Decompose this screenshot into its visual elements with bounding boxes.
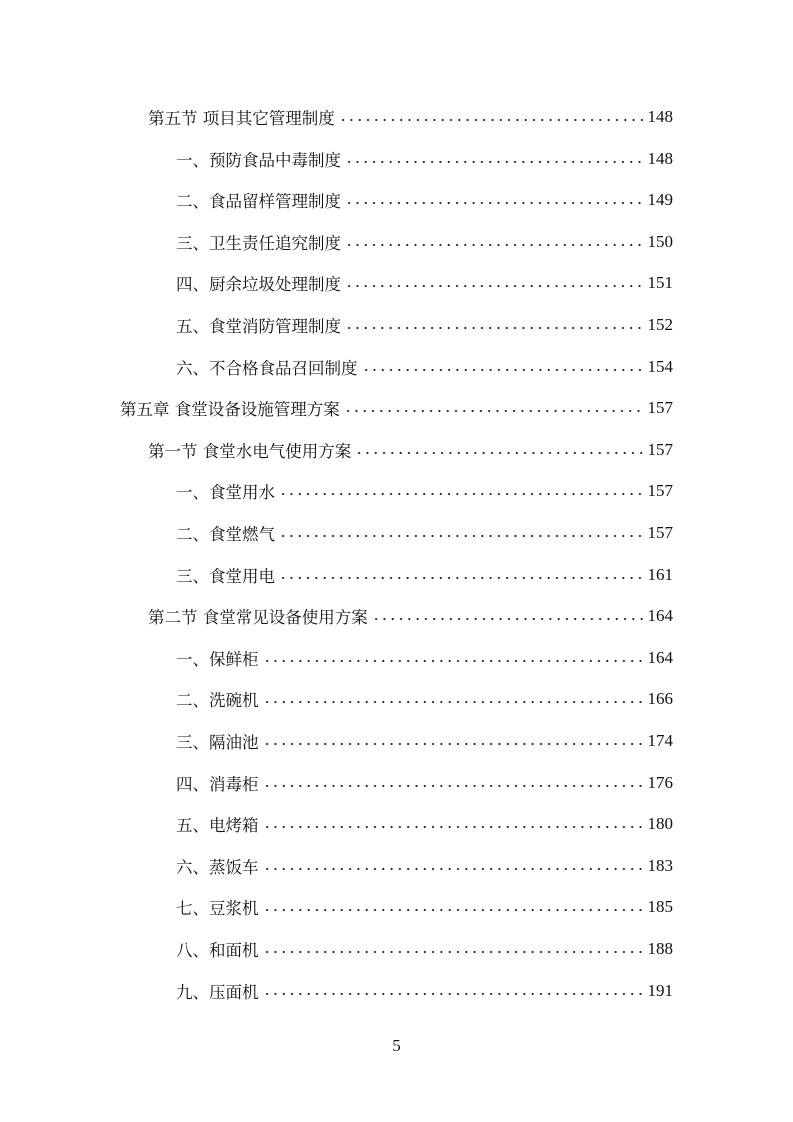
dot-leader (345, 243, 644, 247)
toc-entry-title: 八、和面机 (176, 941, 259, 960)
dot-leader (372, 617, 644, 621)
toc-entry[interactable] (176, 512, 673, 554)
toc-entry[interactable] (148, 96, 673, 138)
toc-entry-page: 183 (647, 855, 673, 875)
dot-leader (263, 700, 644, 704)
toc-entry-page: 148 (647, 148, 673, 168)
toc-entry-title: 三、隔油池 (176, 733, 259, 752)
toc-entry-page: 154 (647, 356, 673, 376)
dot-leader (345, 326, 644, 330)
dot-leader (345, 284, 644, 288)
dot-leader (263, 659, 644, 663)
toc-entry[interactable] (176, 554, 673, 596)
dot-leader (263, 950, 644, 954)
toc-entry[interactable] (176, 138, 673, 180)
toc-entry[interactable] (176, 970, 673, 1012)
dot-leader (263, 908, 644, 912)
toc-entry-page: 161 (647, 564, 673, 584)
toc-entry-page: 148 (647, 107, 673, 126)
dot-leader (279, 492, 644, 496)
page-number: 5 (392, 1036, 401, 1055)
toc-entry-title: 五、电烤箱 (176, 816, 259, 836)
toc-entry-title: 三、食堂用电 (176, 566, 275, 586)
toc-entry-page: 157 (647, 481, 673, 501)
dot-leader (344, 409, 644, 413)
toc-entry-title: 二、洗碗机 (176, 691, 259, 711)
toc-entry-title: 九、压面机 (176, 982, 259, 1002)
toc-entry-title: 一、食堂用水 (176, 483, 275, 503)
toc-entry[interactable] (148, 429, 673, 471)
dot-leader (345, 201, 644, 205)
toc-entry-title: 四、厨余垃圾处理制度 (176, 275, 341, 295)
toc-entry-page: 176 (647, 772, 673, 792)
toc-entry-page: 157 (647, 439, 673, 459)
toc-entry-title: 六、不合格食品召回制度 (176, 358, 358, 378)
toc-entry[interactable] (176, 179, 673, 221)
toc-entry[interactable] (176, 762, 673, 804)
toc-entry[interactable] (176, 928, 673, 970)
toc-entry[interactable] (176, 470, 673, 512)
toc-entry-page: 164 (647, 606, 673, 626)
toc-entry[interactable] (176, 720, 673, 762)
toc-entry[interactable] (120, 387, 673, 429)
dot-leader (263, 742, 644, 746)
toc-entry-page: 152 (647, 315, 673, 334)
toc-entry[interactable] (176, 346, 673, 388)
dot-leader (339, 118, 644, 122)
toc-entry[interactable] (176, 845, 673, 887)
toc-entry-title: 一、保鲜柜 (176, 649, 259, 669)
dot-leader (279, 534, 644, 538)
toc-entry-page: 180 (647, 814, 673, 834)
toc-entry[interactable] (176, 262, 673, 304)
dot-leader (263, 784, 644, 788)
dot-leader (263, 992, 644, 996)
dot-leader (355, 451, 643, 455)
toc-entry-page: 188 (647, 939, 673, 958)
toc-entry-page: 191 (647, 980, 673, 1000)
toc-entry[interactable] (176, 678, 673, 720)
toc-entry[interactable] (148, 595, 673, 637)
toc-entry-page: 185 (647, 897, 673, 917)
toc-entry-title: 第一节 食堂水电气使用方案 (148, 441, 352, 461)
toc-entry-title: 三、卫生责任追究制度 (176, 233, 341, 253)
toc-entry-title: 第五节 项目其它管理制度 (148, 109, 335, 128)
toc-entry[interactable] (176, 886, 673, 928)
toc-entry-title: 四、消毒柜 (176, 774, 259, 794)
toc-entry-page: 151 (647, 273, 673, 293)
toc-entry-page: 149 (647, 190, 673, 210)
toc-entry-title: 五、食堂消防管理制度 (176, 317, 341, 336)
dot-leader (345, 160, 644, 164)
toc-entry-title: 二、食品留样管理制度 (176, 192, 341, 212)
toc-entry-title: 一、预防食品中毒制度 (176, 150, 341, 170)
toc-entry[interactable] (176, 803, 673, 845)
toc-entry-page: 157 (647, 398, 673, 418)
toc-entry-title: 第二节 食堂常见设备使用方案 (148, 608, 368, 628)
toc-entry-page: 164 (647, 647, 673, 667)
toc-entry-title: 二、食堂燃气 (176, 525, 275, 544)
dot-leader (279, 576, 644, 580)
toc-entry-page: 174 (647, 731, 673, 750)
toc-entry-title: 第五章 食堂设备设施管理方案 (120, 400, 340, 420)
toc-entry-page: 166 (647, 689, 673, 709)
toc-entry[interactable] (176, 304, 673, 346)
toc-entry-page: 150 (647, 231, 673, 251)
toc-entry-title: 七、豆浆机 (176, 899, 259, 919)
toc-entry-page: 157 (647, 523, 673, 542)
toc-entry[interactable] (176, 637, 673, 679)
toc-entry-title: 六、蒸饭车 (176, 857, 259, 877)
dot-leader (263, 825, 644, 829)
dot-leader (263, 867, 644, 871)
dot-leader (362, 368, 644, 372)
toc-entry[interactable] (176, 221, 673, 263)
